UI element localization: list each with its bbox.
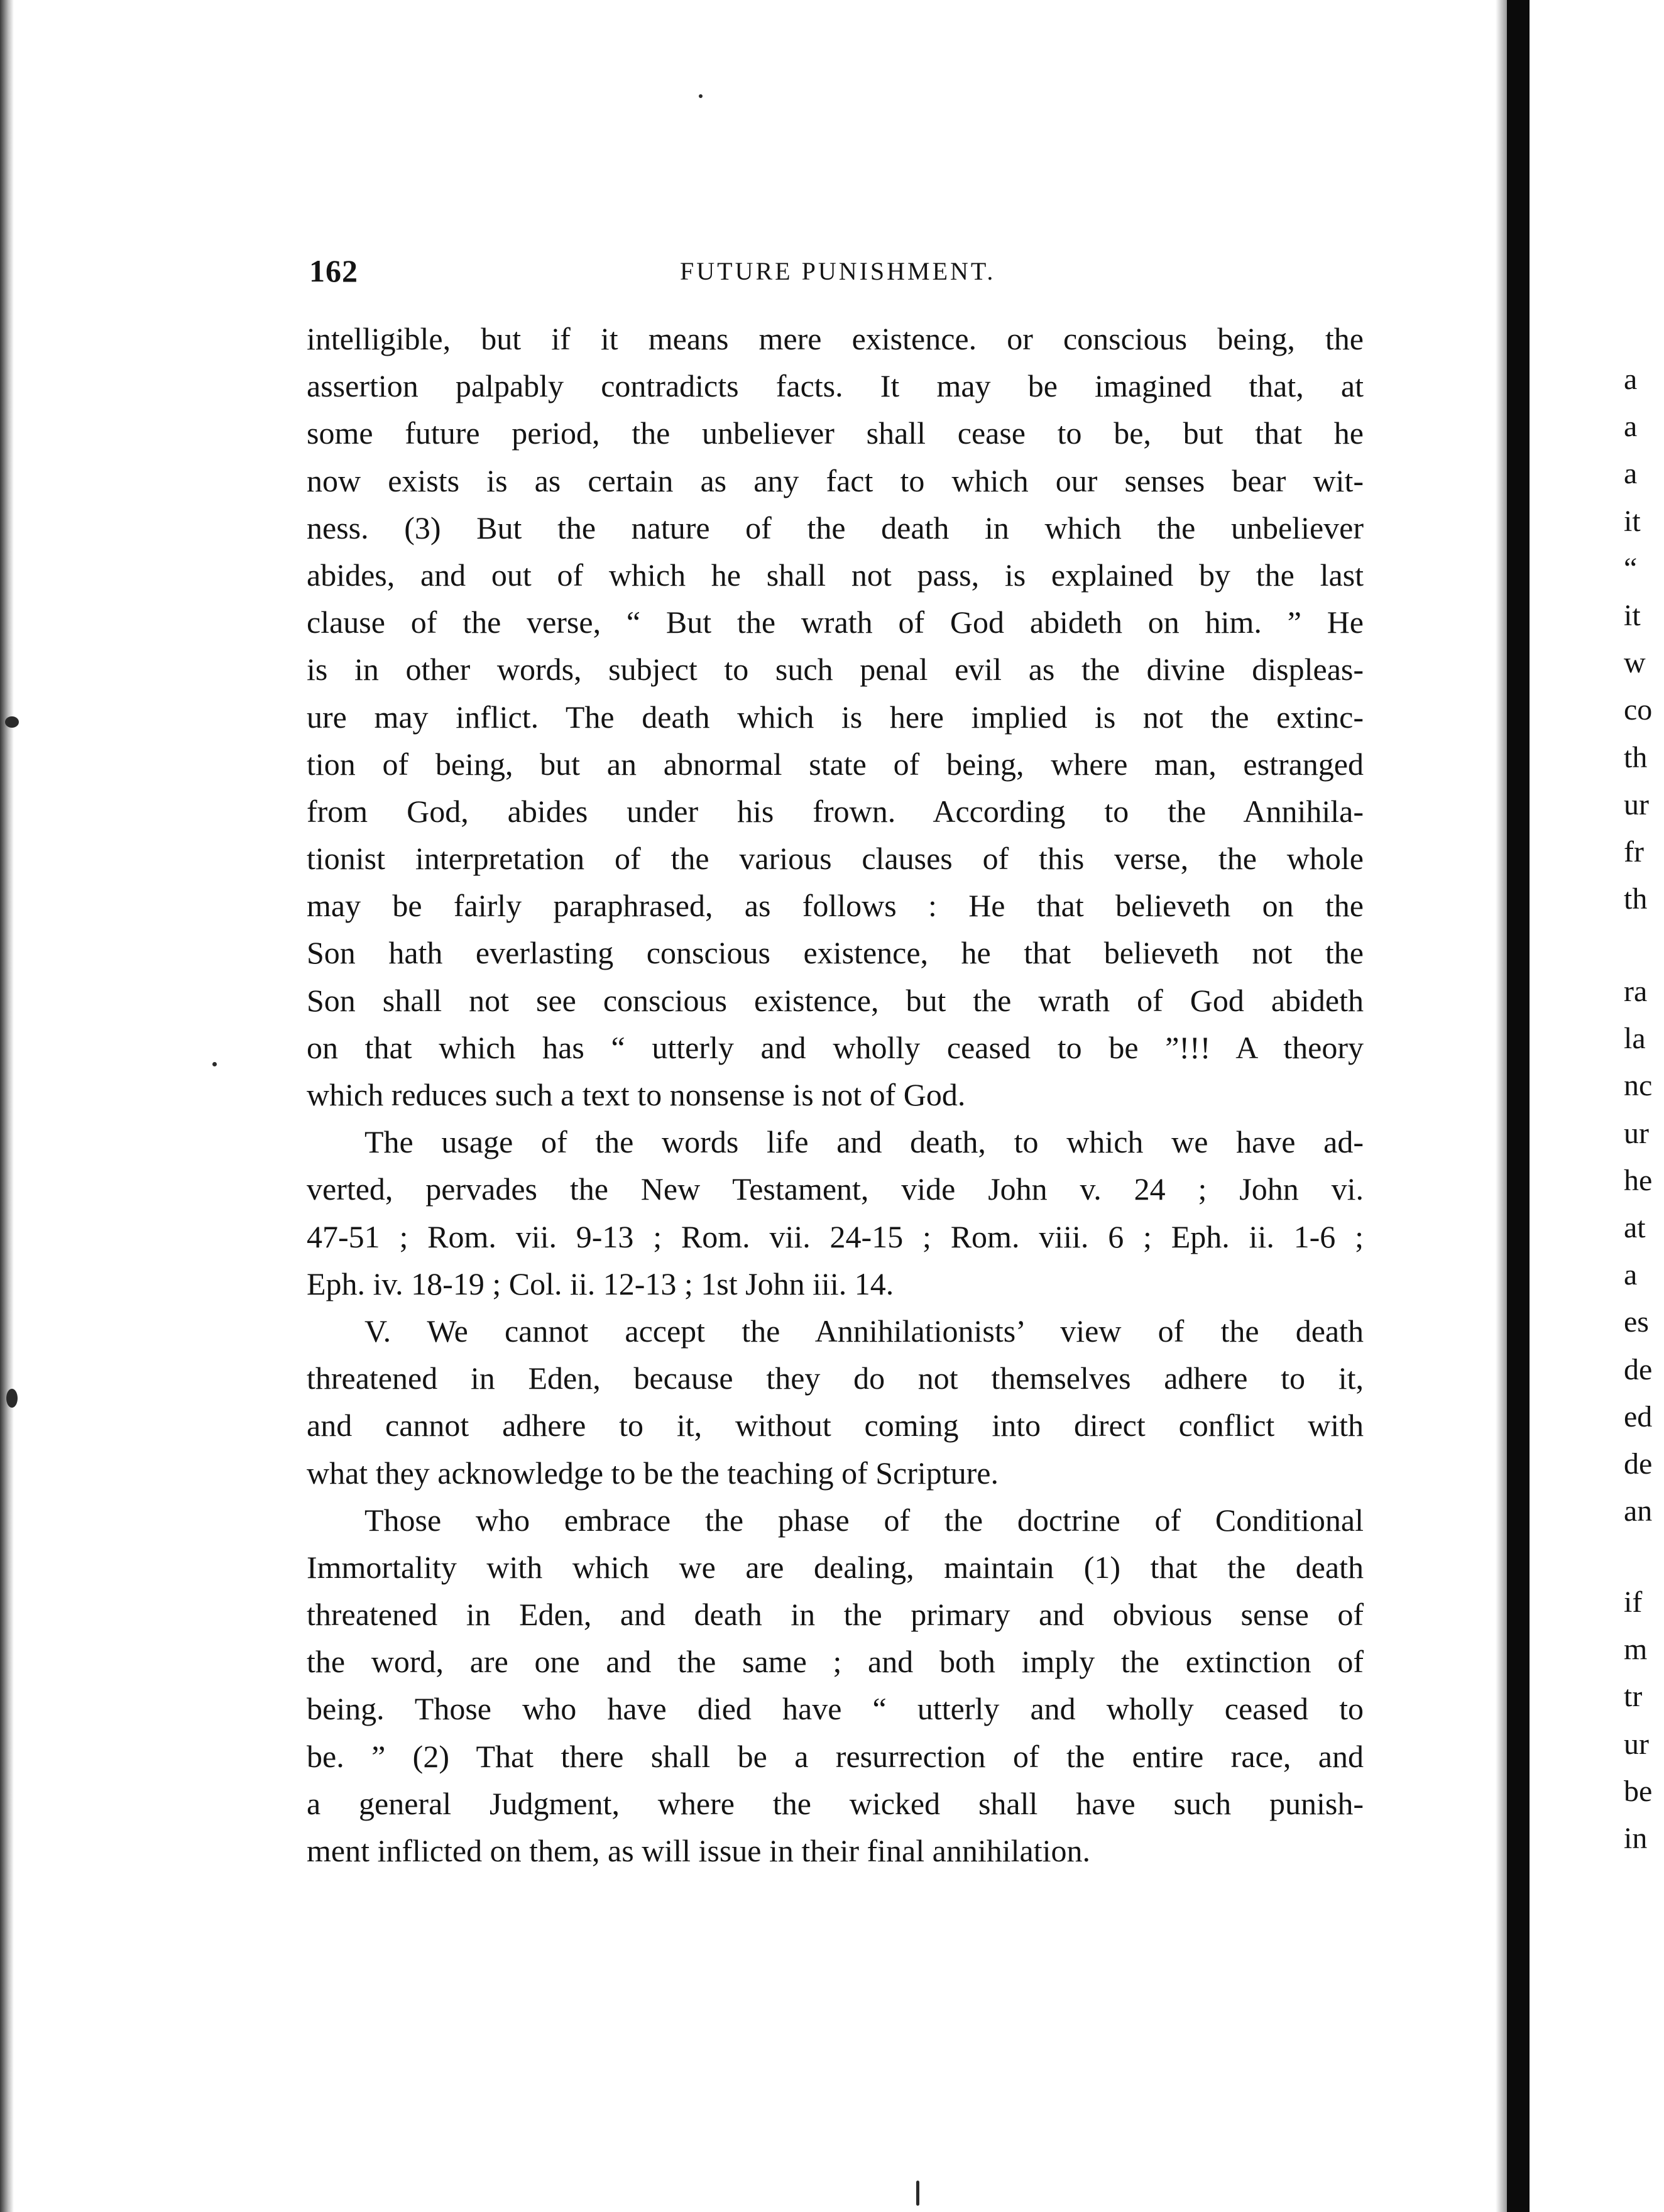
text-line: tion of being, but an abnormal state of being, where man, estranged [307, 746, 1364, 782]
paragraph-first-line: V. We cannot accept the Annihilationists’ view of the death [364, 1313, 1364, 1349]
text-line: ness. (3) But the nature of the death in which the unbeliever [307, 510, 1364, 545]
fragment-text: ur [1624, 787, 1649, 821]
gutter-shadow [1496, 0, 1507, 2212]
text-line: 47-51 ; Rom. vii. 9-13 ; Rom. vii. 24-15 ; Rom. viii. 6 ; Eph. ii. 1-6 ; [307, 1218, 1364, 1254]
fragment-text: th [1624, 882, 1648, 916]
body-text [307, 315, 1364, 1875]
text-line: threatened in Eden, and death in the primary and obvious sense of [307, 1597, 1364, 1633]
fragment-text: de [1624, 1352, 1653, 1386]
text-line: threatened in Eden, because they do not themselves adhere to it, [307, 1361, 1364, 1396]
adjacent-page-fragment-column [1624, 1579, 1664, 1862]
fragment-text: “ [1624, 551, 1638, 585]
text-line: intelligible, but if it means mere existence. or conscious being, the [307, 321, 1364, 356]
text-line: is in other words, subject to such penal evil as the divine displeas- [307, 652, 1364, 687]
text-line: may be fairly paraphrased, as follows : He that believeth on the [307, 888, 1364, 924]
text-line: which reduces such a text to nonsense is not of God. [307, 1077, 966, 1112]
fragment-text: it [1624, 598, 1641, 632]
fragment-text: a [1624, 410, 1638, 444]
text-line: be. ” (2) That there shall be a resurrection of the entire race, and [307, 1738, 1364, 1774]
running-head: FUTURE PUNISHMENT. [680, 257, 996, 285]
fragment-text: de [1624, 1447, 1653, 1481]
speck [6, 1389, 18, 1408]
fragment-text: it [1624, 504, 1641, 538]
speck [212, 1062, 217, 1066]
text-line: ment inflicted on them, as will issue in their final annihilation. [307, 1833, 1090, 1868]
paragraph-first-line: The usage of the words life and death, to which we have ad- [364, 1124, 1364, 1160]
text-line: tionist interpretation of the various clauses of this verse, the whole [307, 841, 1364, 877]
text-line: on that which has “ utterly and wholly ceased to be ”!!! A theory [307, 1029, 1364, 1065]
adjacent-page-fragment-column [1624, 356, 1664, 923]
speck [5, 716, 19, 728]
text-line: and cannot adhere to it, without coming into direct conflict with [307, 1408, 1364, 1443]
text-line: Immortality with which we are dealing, maintain (1) that the death [307, 1549, 1364, 1585]
text-line: some future period, the unbeliever shall cease to be, but that he [307, 415, 1364, 451]
fragment-text: if [1624, 1585, 1643, 1619]
fragment-text: a [1624, 457, 1638, 491]
fragment-text: co [1624, 693, 1653, 727]
book-gutter [1507, 0, 1530, 2212]
text-line: the word, are one and the same ; and both imply the extinction of [307, 1644, 1364, 1680]
text-line: verted, pervades the New Testament, vide John v. 24 ; John vi. [307, 1171, 1364, 1207]
fragment-text: at [1624, 1210, 1646, 1244]
fragment-text: he [1624, 1163, 1653, 1197]
text-line: abides, and out of which he shall not pass, is explained by the last [307, 557, 1364, 593]
text-line: ure may inflict. The death which is here implied is not the extinc- [307, 699, 1364, 735]
text-line: Son hath everlasting conscious existence, he that believeth not the [307, 935, 1364, 971]
fragment-text: an [1624, 1494, 1653, 1528]
text-line: a general Judgment, where the wicked shall have such punish- [307, 1785, 1364, 1821]
paragraph-first-line: Those who embrace the phase of the doctrine of Conditional [364, 1502, 1364, 1538]
speck [916, 2181, 919, 2206]
text-line: what they acknowledge to be the teaching of Scripture. [307, 1455, 999, 1491]
speck [699, 94, 703, 98]
fragment-text: th [1624, 740, 1648, 774]
text-line: now exists is as certain as any fact to which our senses bear wit- [307, 463, 1364, 498]
fragment-text: tr [1624, 1680, 1643, 1714]
fragment-text: w [1624, 646, 1646, 680]
fragment-text: ed [1624, 1399, 1653, 1433]
fragment-text: nc [1624, 1069, 1653, 1103]
fragment-text: ur [1624, 1116, 1649, 1150]
fragment-text: a [1624, 1258, 1638, 1292]
text-line: being. Those who have died have “ utterly and wholly ceased to [307, 1691, 1364, 1727]
text-line: clause of the verse, “ But the wrath of God abideth on him. ” He [307, 605, 1364, 640]
fragment-text: a [1624, 363, 1638, 396]
text-line: from God, abides under his frown. According to the Annihila- [307, 793, 1364, 829]
fragment-text: la [1624, 1022, 1646, 1056]
fragment-text: ra [1624, 975, 1648, 1008]
text-line: Eph. iv. 18-19 ; Col. ii. 12-13 ; 1st John iii. 14. [307, 1266, 894, 1301]
fragment-text: m [1624, 1633, 1648, 1667]
text-line: assertion palpably contradicts facts. It may be imagined that, at [307, 368, 1364, 404]
fragment-text: in [1624, 1821, 1648, 1855]
adjacent-page-fragment-column [1624, 968, 1664, 1535]
page-number: 162 [309, 253, 358, 288]
left-page-edge-shadow [0, 0, 14, 2212]
fragment-text: ur [1624, 1727, 1649, 1761]
fragment-text: fr [1624, 835, 1644, 868]
text-line: Son shall not see conscious existence, but the wrath of God abideth [307, 982, 1364, 1018]
fragment-text: be [1624, 1774, 1653, 1808]
fragment-text: es [1624, 1305, 1649, 1339]
page-header [309, 253, 1365, 297]
